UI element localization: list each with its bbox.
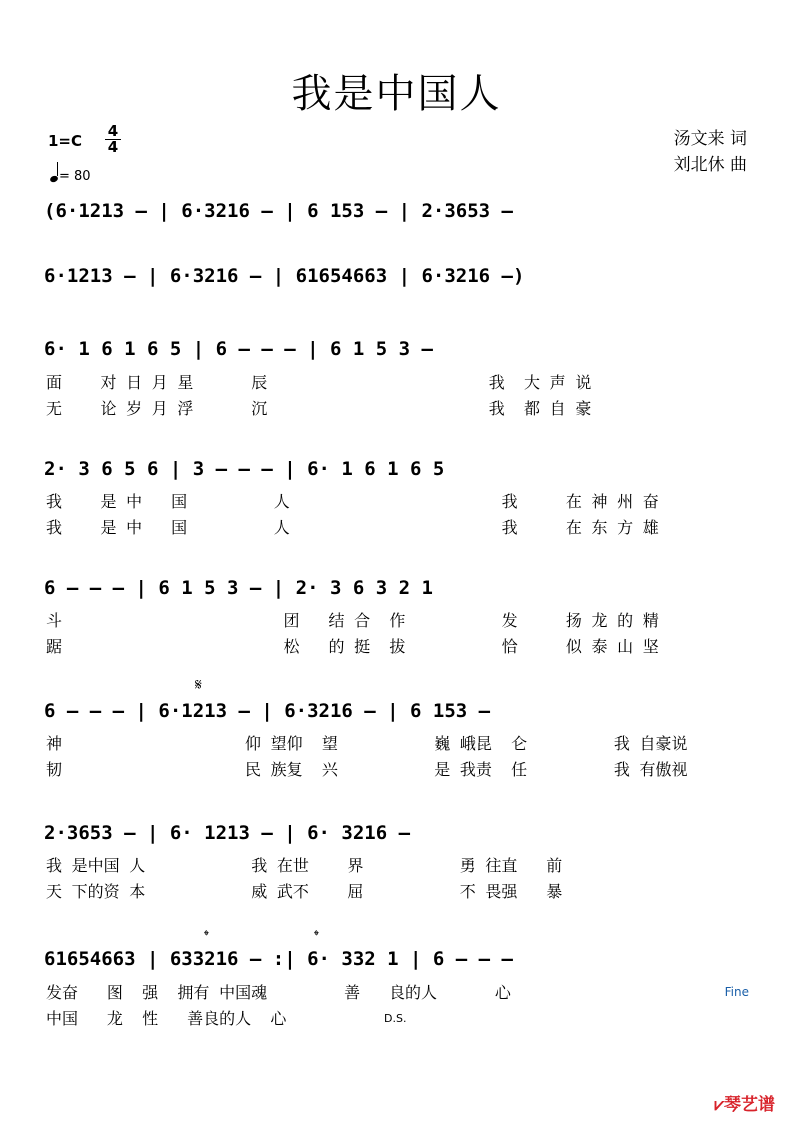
tempo-mark: = 80 bbox=[50, 166, 91, 184]
lyric-line: 中国 龙 性 善良的人 心 bbox=[46, 1009, 287, 1028]
fine-mark: Fine bbox=[724, 985, 749, 999]
notation-row-5: 6 – – – | 6 1 5 3 – | 2· 3 6 3 2 1 bbox=[44, 577, 433, 599]
lyric-line: 面 对 日 月 星 辰 我 大 声 说 bbox=[46, 373, 592, 392]
notation-row-3: 6· 1 6 1 6 5 | 6 – – – | 6 1 5 3 – bbox=[44, 338, 433, 360]
key-signature: 1=C bbox=[48, 132, 83, 150]
lyric-line: 我 是中国 人 我 在世 界 勇 往直 前 bbox=[46, 856, 563, 875]
ds-mark: D.S. bbox=[384, 1012, 407, 1025]
notation-row-4: 2· 3 6 5 6 | 3 – – – | 6· 1 6 1 6 5 bbox=[44, 458, 445, 480]
composer-credit: 刘北休 曲 bbox=[673, 155, 747, 175]
lyric-line: 天 下的资 本 威 武不 屈 不 畏强 暴 bbox=[46, 882, 563, 901]
lyric-line: 我 是 中 国 人 我 在 东 方 雄 bbox=[46, 518, 659, 537]
notation-row-8: 61654663 | 633216 – :| 6· 332 1 | 6 – – – bbox=[44, 948, 513, 970]
lyric-line: 韧 民 族复 兴 是 我责 任 我 有傲视 bbox=[46, 760, 688, 779]
segno-sign: 𝄋 bbox=[195, 675, 202, 694]
notation-row-2: 6·1213 – | 6·3216 – | 61654663 | 6·3216 –) bbox=[44, 265, 525, 287]
lyric-line: 我 是 中 国 人 我 在 神 州 奋 bbox=[46, 492, 659, 511]
notation-row-1: (6·1213 – | 6·3216 – | 6 153 – | 2·3653 – bbox=[44, 200, 513, 222]
time-signature: 4 4 bbox=[105, 124, 121, 155]
lyric-line: 神 仰 望仰 望 巍 峨昆 仑 我 自豪说 bbox=[46, 734, 688, 753]
lyric-line: 发奋 图 强 拥有 中国魂 善 良的人 心 bbox=[46, 983, 511, 1002]
notation-row-7: 2·3653 – | 6· 1213 – | 6· 3216 – bbox=[44, 822, 411, 844]
lyricist-credit: 汤文来 词 bbox=[673, 129, 747, 149]
notation-row-6: 6 – – – | 6·1213 – | 6·3216 – | 6 153 – bbox=[44, 700, 491, 722]
site-logo: ⩗琴艺谱 bbox=[714, 1095, 775, 1115]
quarter-note-icon bbox=[49, 175, 59, 183]
page-title: 我是中国人 bbox=[291, 71, 502, 117]
lyric-line: 斗 团 结 合 作 发 扬 龙 的 精 bbox=[46, 611, 659, 630]
coda-sign: 𝄌 bbox=[314, 928, 319, 944]
coda-sign: 𝄌 bbox=[204, 928, 209, 944]
lyric-line: 踞 松 的 挺 拔 恰 似 泰 山 坚 bbox=[46, 637, 659, 656]
lyric-line: 无 论 岁 月 浮 沉 我 都 自 豪 bbox=[46, 399, 592, 418]
logo-icon: ⩗ bbox=[714, 1095, 724, 1115]
